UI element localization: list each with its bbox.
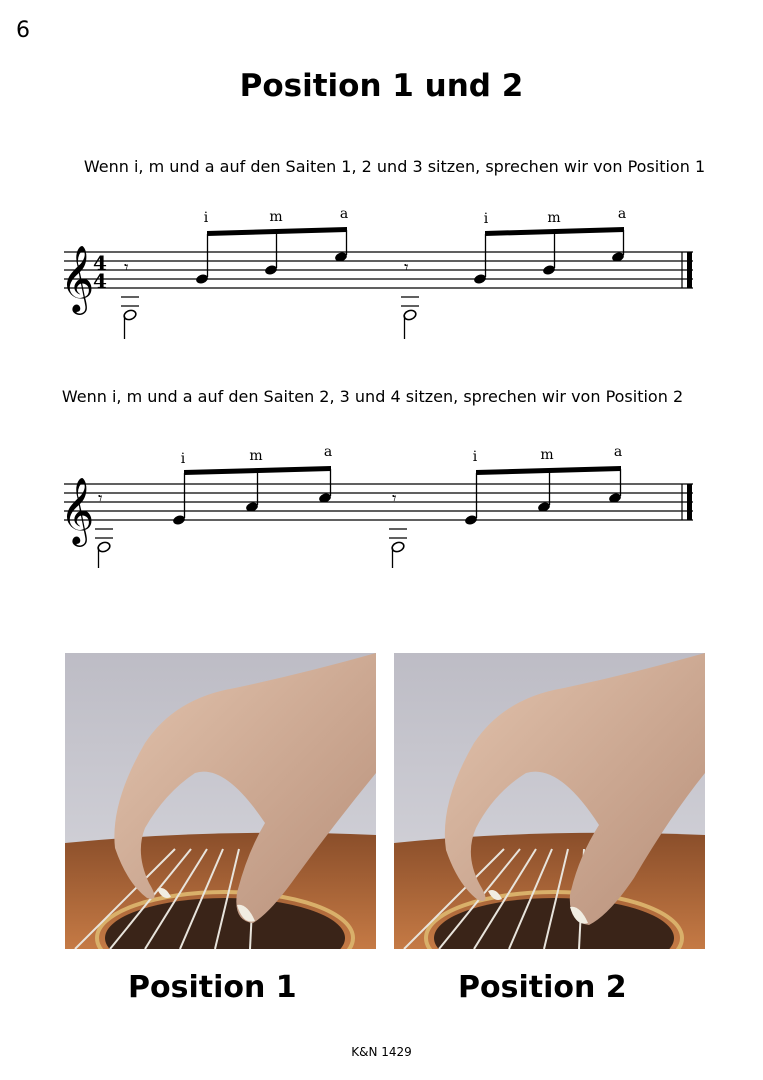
- caption-position-1: Wenn i, m und a auf den Saiten 1, 2 und 3 sitzen, sprechen wir von Position 1: [83, 157, 706, 176]
- fingering-label: i: [180, 451, 186, 467]
- beamed-notes: [464, 466, 622, 526]
- hand-photo-position-2: [394, 653, 705, 949]
- beamed-notes: [195, 227, 348, 285]
- page-title: Position 1 und 2: [239, 68, 524, 104]
- treble-clef-icon: 𝄞: [60, 476, 95, 544]
- hand-photo-position-1: [65, 653, 376, 949]
- fingering-label: a: [323, 444, 333, 460]
- fingering-label: a: [613, 444, 623, 460]
- fingering-label: a: [617, 206, 627, 222]
- music-staff-position-2: [0, 440, 763, 590]
- photo-label-position-2: Position 2: [458, 970, 627, 1005]
- fingering-label: m: [540, 447, 554, 463]
- eighth-rest-icon: 𝄾: [98, 489, 103, 509]
- fingering-label: i: [472, 449, 478, 465]
- beamed-notes: [172, 466, 332, 526]
- fingering-label: i: [483, 211, 489, 227]
- eighth-rest-icon: 𝄾: [124, 258, 129, 278]
- fingering-label: a: [339, 206, 349, 222]
- bass-note: [401, 297, 419, 339]
- bass-note: [95, 529, 113, 568]
- bass-note: [389, 529, 407, 568]
- beamed-notes: [473, 227, 625, 285]
- eighth-rest-icon: 𝄾: [392, 489, 397, 509]
- music-staff-position-1: [0, 200, 763, 350]
- eighth-rest-icon: 𝄾: [404, 258, 409, 278]
- photo-label-position-1: Position 1: [128, 970, 297, 1005]
- time-signature-bottom: 4: [93, 269, 107, 293]
- fingering-label: m: [269, 209, 283, 225]
- caption-position-2: Wenn i, m und a auf den Saiten 2, 3 und 4 sitzen, sprechen wir von Position 2: [61, 387, 684, 406]
- bass-note: [121, 297, 139, 339]
- fingering-label: m: [249, 448, 263, 464]
- footer-catalog-number: K&N 1429: [351, 1045, 412, 1059]
- fingering-label: m: [547, 210, 561, 226]
- time-signature-top: 4: [93, 251, 107, 275]
- fingering-label: i: [203, 210, 209, 226]
- page-number: 6: [16, 18, 30, 43]
- treble-clef-icon: 𝄞: [60, 244, 95, 312]
